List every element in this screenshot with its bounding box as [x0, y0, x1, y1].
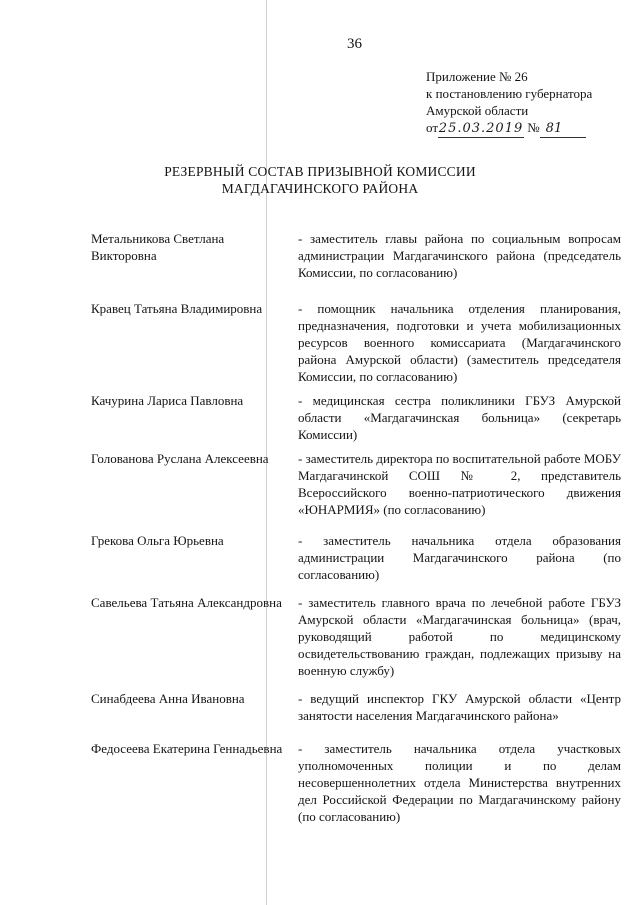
appendix-line-2: к постановлению губернатора [426, 86, 593, 101]
date-prefix: от [426, 120, 439, 135]
appendix-line-1: Приложение № 26 [426, 69, 528, 84]
member-row [91, 230, 621, 300]
member-role: - ведущий инспектор ГКУ Амурской области «Центр занятости населения Магдагачинского района» [298, 691, 621, 723]
number-prefix: № [527, 120, 540, 135]
member-name: Синабдеева Анна Ивановна [91, 691, 245, 706]
appendix-date-line [426, 119, 592, 138]
member-name: Федосеева Екатерина Геннадьевна [91, 741, 283, 756]
page-number: 36 [347, 36, 362, 52]
member-roster [91, 230, 621, 830]
member-role: - помощник начальника отделения планирования, предназначения, подготовки и учета мобилизационных ресурсов военного комиссариата (Магдагачинского района Амурской области) (заместитель председателя Комиссии, по согласованию) [298, 301, 621, 384]
member-role: - заместитель начальника отдела участковых уполномоченных полиции и по делам несовершеннолетних отдела Министерства внутренних дел Российской Федерации по Магдагачинскому району (по согласованию) [298, 741, 621, 824]
member-row [91, 594, 621, 690]
member-name: Качурина Лариса Павловна [91, 393, 244, 408]
handwritten-number: 81 [540, 120, 586, 138]
appendix-line-3: Амурской области [426, 103, 529, 118]
member-name: Голованова Руслана Алексеевна [91, 451, 269, 466]
handwritten-date: 25.03.2019 [438, 121, 524, 136]
member-row [91, 532, 621, 594]
member-role: - заместитель начальника отдела образования администрации Магдагачинского района (по согласованию) [298, 533, 621, 582]
member-row [91, 392, 621, 450]
member-row [91, 300, 621, 392]
member-role: - заместитель директора по воспитательной работе МОБУ Магдагачинской СОШ № 2, представитель Всероссийского военно-патриотического движения «ЮНАРМИЯ» (по согласованию) [298, 451, 621, 517]
title-line-2: МАГДАГАЧИНСКОГО РАЙОНА [221, 181, 419, 196]
member-name: Савельева Татьяна Александровна [91, 595, 282, 610]
member-row [91, 740, 621, 830]
member-name: Грекова Ольга Юрьевна [91, 533, 224, 548]
appendix-block [426, 68, 592, 138]
member-name: Кравец Татьяна Владимировна [91, 301, 263, 316]
member-name: Метальникова Светлана Викторовна [91, 231, 225, 263]
member-row [91, 450, 621, 532]
member-role: - заместитель главного врача по лечебной работе ГБУЗ Амурской области «Магдагачинская больница» (врач, руководящий работой по медицинскому освидетельствованию граждан, подлежащих призыву на военную службу) [298, 595, 621, 678]
member-role: - медицинская сестра поликлиники ГБУЗ Амурской области «Магдагачинская больница» (секретарь Комиссии) [298, 393, 621, 442]
member-row [91, 690, 621, 740]
title-line-1: РЕЗЕРВНЫЙ СОСТАВ ПРИЗЫВНОЙ КОМИССИИ [164, 164, 476, 179]
document-title [0, 163, 640, 197]
member-role: - заместитель главы района по социальным вопросам администрации Магдагачинского района (председатель Комиссии, по согласованию) [298, 231, 621, 280]
